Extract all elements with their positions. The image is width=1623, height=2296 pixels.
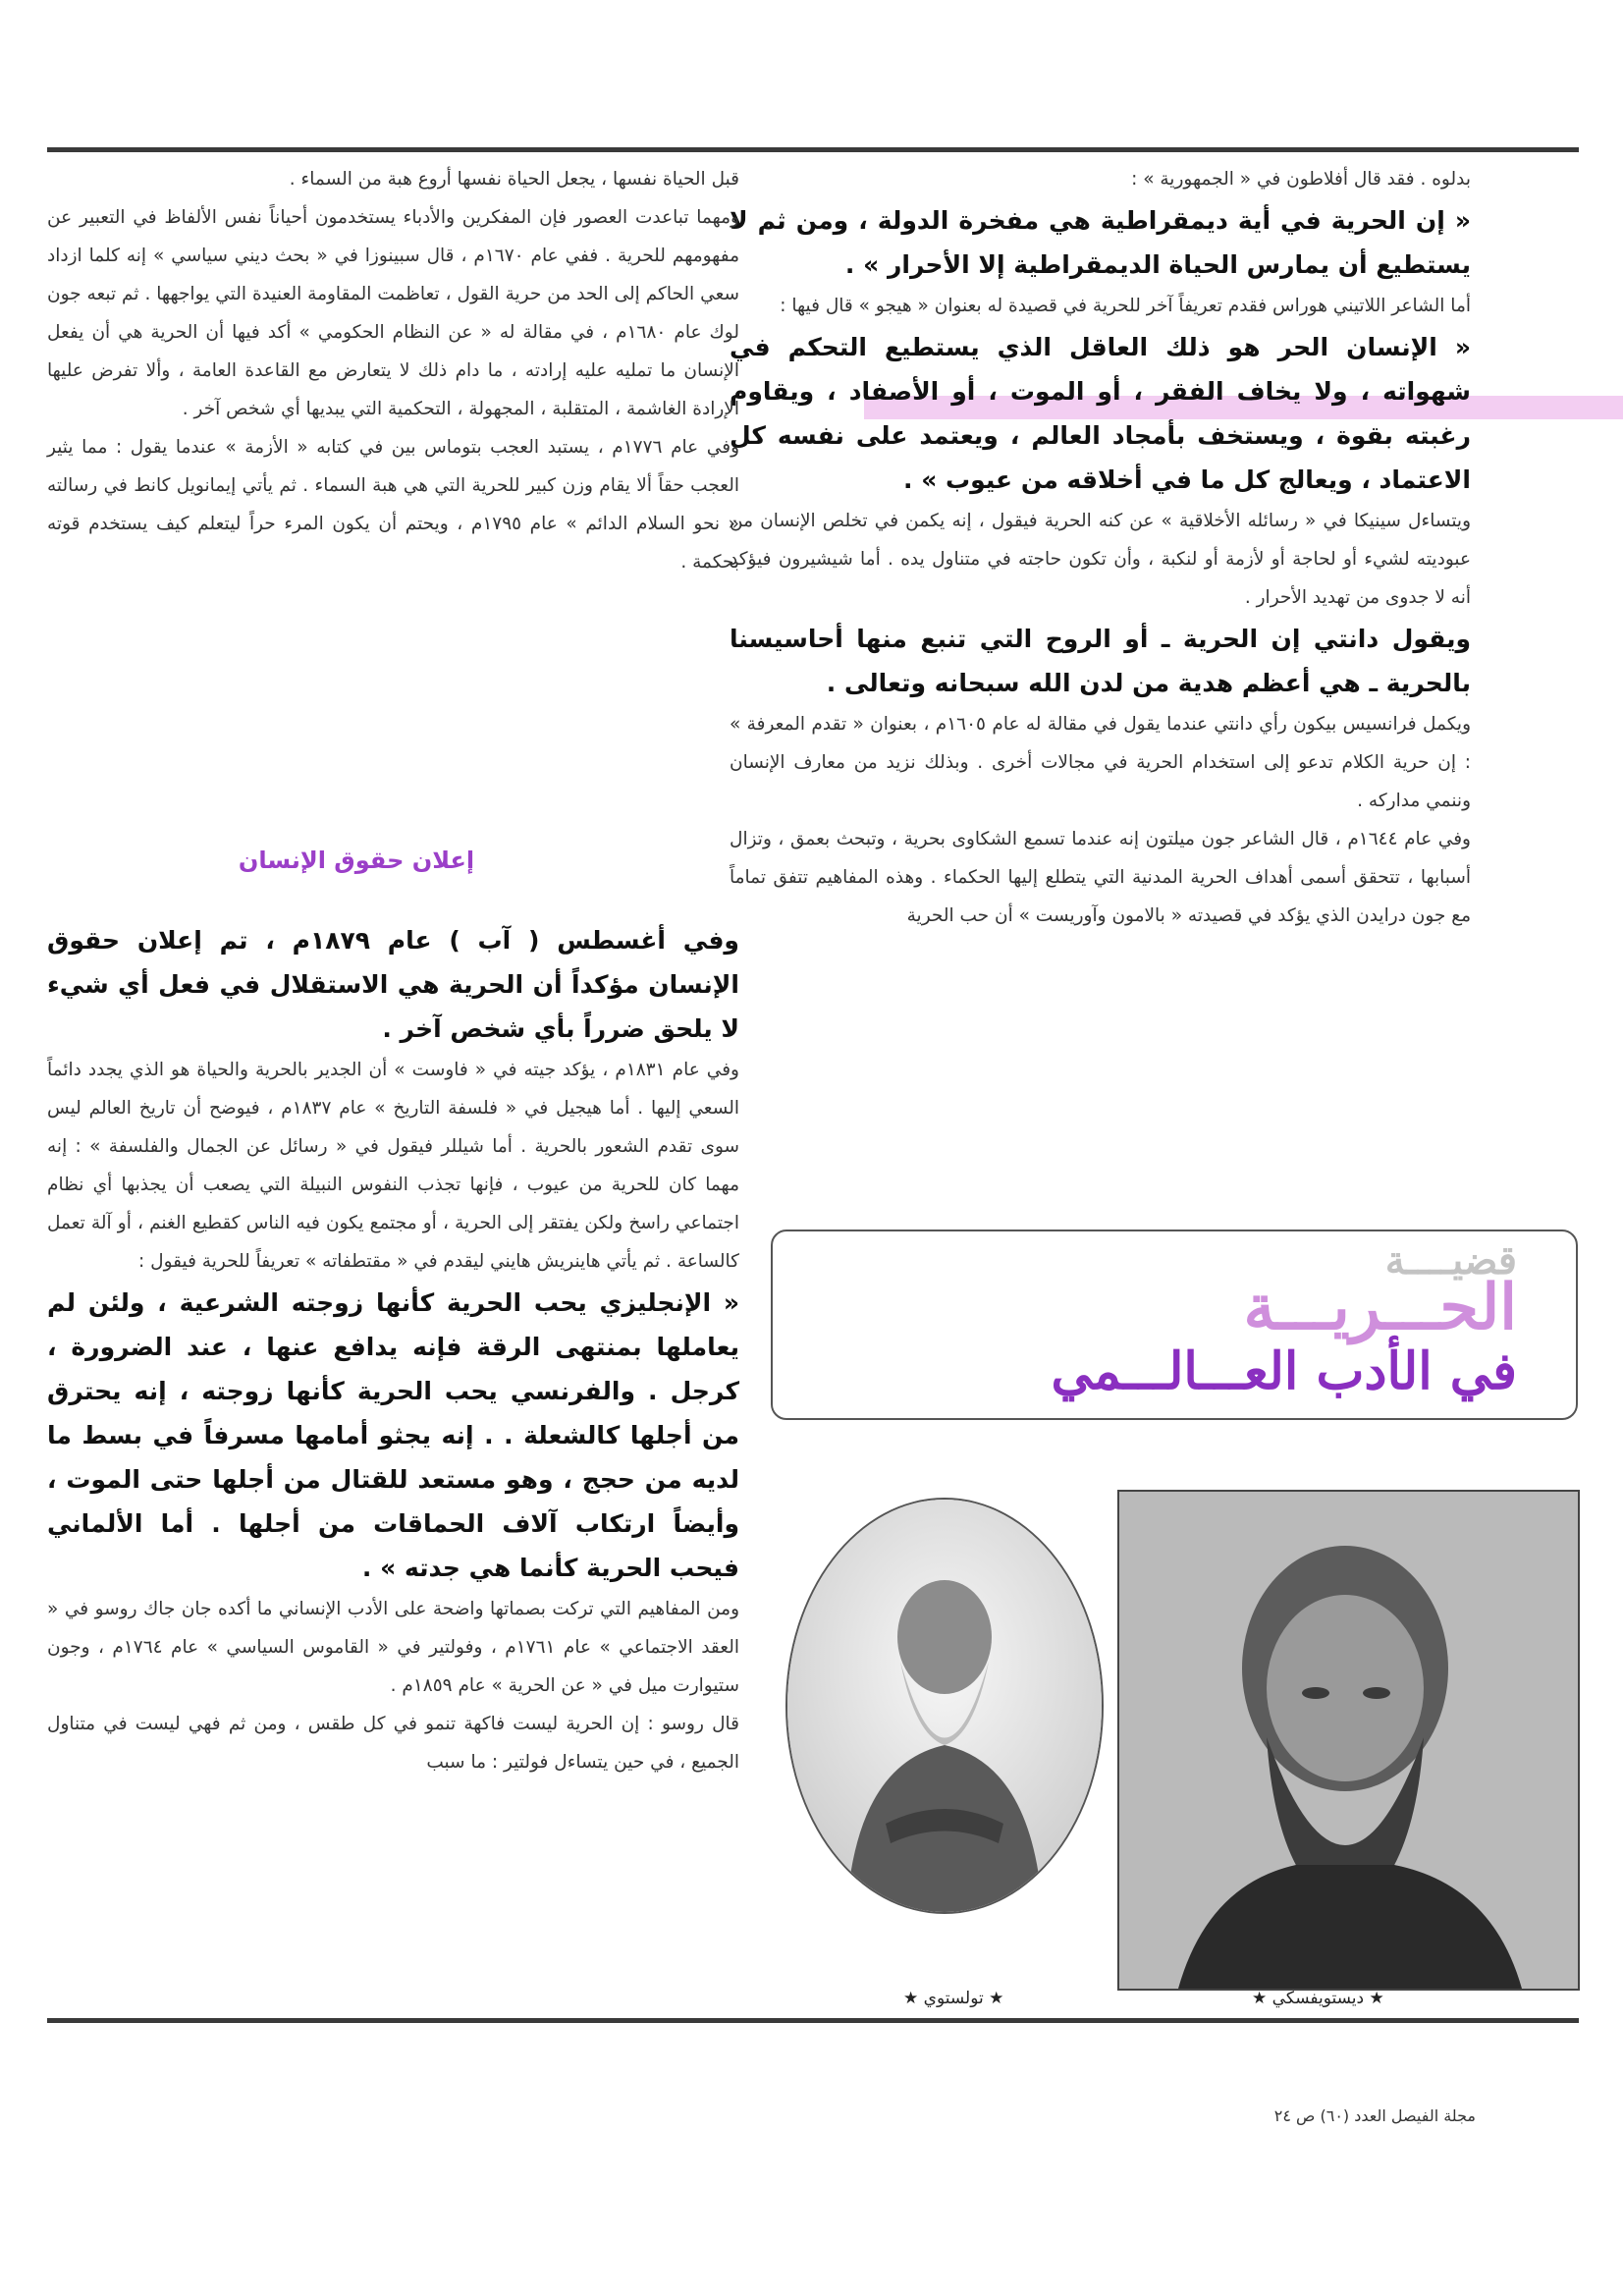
quote-paragraph: « الإنسان الحر هو ذلك العاقل الذي يستطيع التحكم في شهواته ، ولا يخاف الفقر ، أو الموت ، أو الأصفاد ، ويقاوم رغبته بقوة ، ويستخف بأمجاد العالم ، ويعتمد على نفسه كل الاعتماد ، ويعالج كل ما في أخلاقه من عيوب » . [730, 333, 1471, 494]
tolstoy-portrait [785, 1498, 1104, 1914]
paragraph: بدلوه . فقد قال أفلاطون في « الجمهورية » : [1131, 169, 1471, 190]
tolstoy-caption: ★ تولستوي ★ [903, 1989, 1004, 2008]
paragraph: وفي عام ١٦٤٤م ، قال الشاعر جون ميلتون إنه عندما تسمع الشكاوى بحرية ، وتبحث بعمق ، وتزال أسبابها ، تتحقق أسمى أهداف الحرية المدنية التي يتطلع إليها الحكماء . وهذه المفاهيم تتفق تماماً مع جون درايدن الذي يؤكد في قصيدته « بالامون وآوريست » أن حب الحرية [730, 829, 1471, 926]
bottom-rule [47, 2018, 1579, 2023]
article-title-box [771, 1230, 1578, 1420]
quote-paragraph: « إن الحرية في أية ديمقراطية هي مفخرة الدولة ، ومن ثم لا يستطيع أن يمارس الحياة الديمقراطية إلا الأحرار » . [730, 206, 1471, 279]
page-footer: مجلة الفيصل العدد (٦٠) ص ٢٤ [1273, 2106, 1476, 2125]
paragraph: أما الشاعر اللاتيني هوراس فقدم تعريفاً آخر للحرية في قصيدة له بعنوان « هيجو » قال فيها : [780, 296, 1471, 316]
quote-paragraph: ويقول دانتي إن الحرية ـ أو الروح التي تنبع منها أحاسيسنا بالحرية ـ هي أعظم هدية من لدن الله سبحانه وتعالى . [730, 625, 1471, 697]
paragraph: وفي عام ١٧٧٦م ، يستبد العجب بتوماس بين في كتابه « الأزمة » عندما يقول : مما يثير العجب حقاً ألا يقام وزن كبير للحرية التي هي هبة السماء . ثم يأتي إيمانويل كانط في رسالته « نحو السلام الدائم » عام ١٧٩٥م ، ويحتم أن يكون المرء حراً ليتعلم كيف يستخدم قوته بحكمة . [47, 437, 739, 573]
paragraph: وفي عام ١٨٣١م ، يؤكد جيته في « فاوست » أن الجدير بالحرية والحياة هو الذي يجدد دائماً السعي إليها . أما هيجيل في « فلسفة التاريخ » عام ١٨٣٧م ، فيوضح أن تاريخ العالم ليس سوى تقدم الشعور بالحرية . أما شيللر فيقول في « رسائل عن الجمال والفلسفة » : إنه مهما كان للحرية من عيوب ، فإنها تجذب النفوس النبيلة التي يصعب أن يجذبها أي نظام اجتماعي راسخ ولكن يفتقر إلى الحرية ، أو مجتمع يكون فيه الناس كقطيع الغنم ، أو آلة تعمل كالساعة . ثم يأتي هاينريش هايني ليقدم في « مقتطفاته » تعريفاً للحرية فيقول : [47, 1060, 739, 1272]
left-column-lower [47, 918, 739, 1781]
title-line-3: في الأدب العـــالـــمي [1051, 1341, 1517, 1401]
dostoevsky-portrait [1117, 1490, 1580, 1991]
paragraph: ويكمل فرانسيس بيكون رأي دانتي عندما يقول في مقالة له عام ١٦٠٥م ، بعنوان « تقدم المعرفة » : إن حرية الكلام تدعو إلى استخدام الحرية في مجالات أخرى . وبذلك نزيد من معارف الإنسان وننمي مداركه . [730, 714, 1472, 811]
left-column [47, 160, 739, 581]
quote-paragraph: وفي أغسطس ( آب ) عام ١٨٧٩م ، تم إعلان حقوق الإنسان مؤكداً أن الحرية هي الاستقلال في فعل أي شيء لا يلحق ضرراً بأي شخص آخر . [47, 926, 739, 1043]
dostoevsky-caption: ★ ديستويفسكي ★ [1252, 1989, 1384, 2008]
dostoevsky-portrait-drawing [1119, 1492, 1578, 1989]
paragraph: ويتساءل سينيكا في « رسائله الأخلاقية » عن كنه الحرية فيقول ، إنه يكمن في تخلص الإنسان من عبوديته لشيء أو لحاجة أو لأزمة أو لنكبة ، وأن تكون حاجته في متناول يده . أما شيشيرون فيؤكد أنه لا جدوى من تهديد الأحرار . [730, 511, 1471, 608]
tolstoy-portrait-drawing [787, 1500, 1102, 1912]
paragraph: ومهما تباعدت العصور فإن المفكرين والأدباء يستخدمون أحياناً نفس الألفاظ في التعبير عن مفهومهم للحرية . ففي عام ١٦٧٠م ، قال سبينوزا في « بحث ديني سياسي » إنه كلما ازداد سعي الحاكم إلى الحد من حرية القول ، تعاظمت المقاومة العنيدة التي يواجهها . ثم تبعه جون لوك عام ١٦٨٠م ، في مقالة له « عن النظام الحكومي » أكد فيها أن الحرية هي أن يفعل الإنسان ما تمليه عليه إرادته ، ما دام ذلك لا يتعارض مع القاعدة العامة ، وألا تفرض عليها الإرادة الغاشمة ، المتقلبة ، المجهولة ، التحكمية التي يبديها أي شخص آخر . [47, 207, 739, 419]
top-rule [47, 147, 1579, 152]
paragraph: ومن المفاهيم التي تركت بصماتها واضحة على الأدب الإنساني ما أكده جان جاك روسو في « العقد الاجتماعي » عام ١٧٦١م ، وفولتير في « القاموس السياسي » عام ١٧٦٤م ، وجون ستيوارت ميل في « عن الحرية » عام ١٨٥٩م . [47, 1599, 739, 1696]
section-heading: إعلان حقوق الإنسان [238, 847, 475, 874]
right-column [730, 160, 1471, 935]
paragraph: قال روسو : إن الحرية ليست فاكهة تنمو في كل طقس ، ومن ثم فهي ليست في متناول الجميع ، في حين يتساءل فولتير : ما سبب [47, 1714, 739, 1773]
title-line-1: قضيــــة [1384, 1237, 1517, 1284]
quote-paragraph: « الإنجليزي يحب الحرية كأنها زوجته الشرعية ، ولئن لم يعاملها بمنتهى الرقة فإنه يدافع عنها ، عند الضرورة ، كرجل . والفرنسي يحب الحرية كأنها زوجته ، إنه يحترق من أجلها كالشعلة . . إنه يجثو أمامها مسرفاً في بسط ما لديه من حجج ، وهو مستعد للقتال من أجلها حتى الموت ، وأيضاً ارتكاب آلاف الحماقات من أجلها . أما الألماني فيحب الحرية كأنما هي جدته » . [47, 1288, 739, 1582]
paragraph: قبل الحياة نفسها ، يجعل الحياة نفسها أروع هبة من السماء . [289, 169, 739, 190]
title-line-2: الحـــريـــة [1243, 1271, 1517, 1344]
